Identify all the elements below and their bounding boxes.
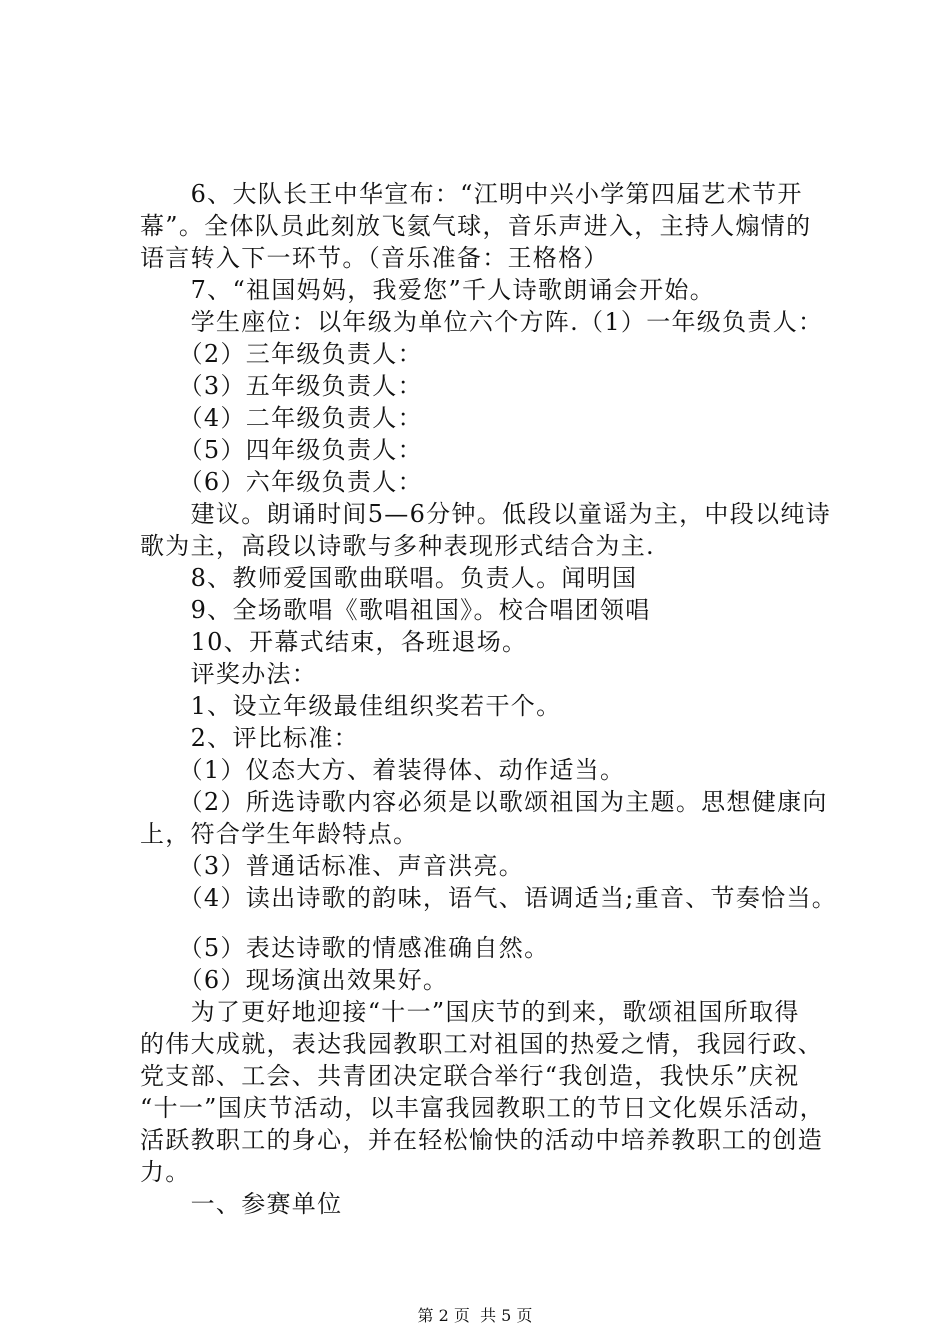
- text-line: （4）二年级负责人：: [140, 404, 423, 432]
- text-line: 7、“祖国妈妈，我爱您”千人诗歌朗诵会开始。: [140, 276, 716, 304]
- text-line: 1、设立年级最佳组织奖若干个。: [140, 692, 562, 720]
- text-line: 6、大队长王中华宣布：“江明中兴小学第四届艺术节开: [140, 180, 803, 208]
- text-line: （3）普通话标准、声音洪亮。: [140, 852, 525, 880]
- text-line: 活跃教职工的身心，并在轻松愉快的活动中培养教职工的创造: [140, 1126, 824, 1154]
- text-line: 学生座位：以年级为单位六个方阵.（1）一年级负责人：: [140, 308, 824, 336]
- text-line: “十一”国庆节活动，以丰富我园教职工的节日文化娱乐活动，: [140, 1094, 825, 1122]
- text-line: 为了更好地迎接“十一”国庆节的到来，歌颂祖国所取得: [140, 998, 800, 1026]
- text-line: （5）表达诗歌的情感准确自然。: [140, 934, 550, 962]
- text-line: 力。: [140, 1158, 191, 1186]
- text-line: 9、全场歌唱《歌唱祖国》。校合唱团领唱: [140, 596, 651, 624]
- text-line: （4）读出诗歌的韵味，语气、语调适当;重音、节奏恰当。: [140, 884, 838, 912]
- text-line: 的伟大成就，表达我园教职工对祖国的热爱之情，我园行政、: [140, 1030, 824, 1058]
- text-line: 上，符合学生年龄特点。: [140, 820, 419, 848]
- text-line: 一、参赛单位: [140, 1190, 343, 1218]
- text-line: （1）仪态大方、着装得体、动作适当。: [140, 756, 626, 784]
- text-line: （6）六年级负责人：: [140, 468, 423, 496]
- text-line: 8、教师爱国歌曲联唱。负责人。闻明国: [140, 564, 638, 592]
- text-line: 歌为主，高段以诗歌与多种表现形式结合为主.: [140, 532, 655, 560]
- text-line: 语言转入下一环节。（音乐准备：王格格）: [140, 244, 609, 272]
- text-line: （2）三年级负责人：: [140, 340, 423, 368]
- text-line: （5）四年级负责人：: [140, 436, 423, 464]
- page-footer: 第 2 页 共 5 页: [417, 1306, 533, 1325]
- text-line: 10、开幕式结束，各班退场。: [140, 628, 528, 656]
- text-line: 建议。朗诵时间5—6分钟。低段以童谣为主，中段以纯诗: [140, 500, 831, 528]
- text-line: 党支部、工会、共青团决定联合举行“我创造，我快乐”庆祝: [140, 1062, 800, 1090]
- text-line: 评奖办法：: [140, 660, 318, 688]
- text-line: 2、评比标准：: [140, 724, 359, 752]
- text-line: （2）所选诗歌内容必须是以歌颂祖国为主题。思想健康向: [140, 788, 828, 816]
- text-line: 幕”。全体队员此刻放飞氦气球，音乐声进入，主持人煽情的: [140, 212, 812, 240]
- text-line: （6）现场演出效果好。: [140, 966, 449, 994]
- text-line: （3）五年级负责人：: [140, 372, 423, 400]
